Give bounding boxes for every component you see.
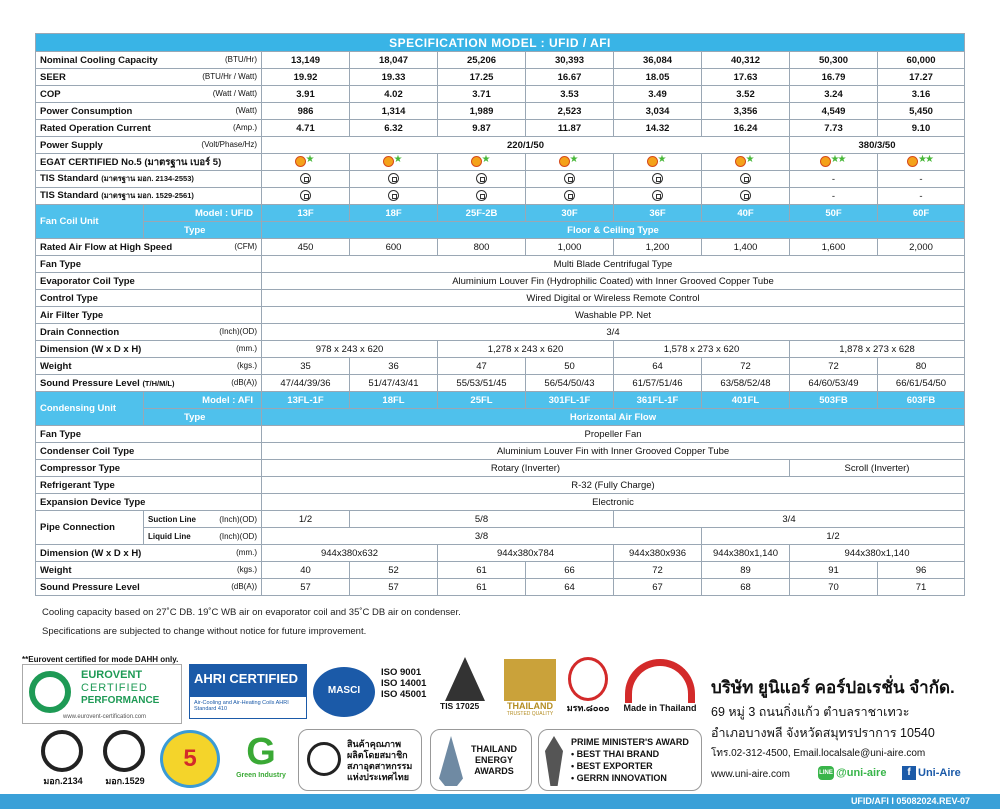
label-capacity: Nominal Cooling Capacity: [40, 54, 158, 66]
row-airflow: Rated Air Flow at High Speed (CFM) 450 600 800 1,000 1,200 1,400 1,600 2,000: [36, 239, 965, 256]
row-pipe-suction: Pipe Connection Suction Line (Inch)(OD) 1/2 5/8 3/4: [36, 511, 965, 528]
tis-mark-icon: [740, 173, 751, 184]
note-cooling-basis: Cooling capacity based on 27˚C DB. 19˚C WB air on evaporator coil and 35˚C DB air on condenser.: [42, 607, 461, 618]
mit-arch-icon: [625, 659, 695, 703]
row-cond-weight: Weight (kgs.) 40 52 61 66 72 89 91 96: [36, 562, 965, 579]
fti-emblem-icon: [307, 742, 341, 776]
green-g-icon: G: [246, 731, 276, 773]
row-fancoil-dimension: Dimension (W x D x H) (mm.) 978 x 243 x 620 1,278 x 243 x 620 1,578 x 273 x 620 1,878 x 273 x 628: [36, 341, 965, 358]
tis-mark-icon: [388, 190, 399, 201]
eurovent-note: **Eurovent certified for mode DAHH only.: [22, 655, 179, 664]
condensing-section-label: Condensing Unit: [36, 392, 144, 426]
row-cond-fan: Fan Type Propeller Fan: [36, 426, 965, 443]
line-icon: LINE: [818, 766, 834, 780]
tis-mark-icon: [564, 190, 575, 201]
made-in-thailand-logo: Made in Thailand: [620, 659, 700, 719]
row-tis-1529: TIS Standard (มาตรฐาน มอก. 1529-2561) - -: [36, 188, 965, 205]
row-control: Control Type Wired Digital or Wireless Remote Control: [36, 290, 965, 307]
fti-quality-badge: สินค้าคุณภาพ ผลิตโดยสมาชิก สภาอุตสาหกรรม แห่งประเทศไทย: [298, 729, 422, 791]
ahri-logo: AHRI CERTIFIED Air-Cooling and Air-Heating Coils AHRI Standard 410: [189, 664, 307, 719]
egat-5-star-icon: ★: [647, 156, 669, 168]
row-tis-2134: TIS Standard (มาตรฐาน มอก. 2134-2553) - -: [36, 171, 965, 188]
fancoil-model-row: Fan Coil Unit Model : UFID 13F 18F 25F-2B 30F 36F 40F 50F 60F: [36, 205, 965, 222]
row-cond-sound: Sound Pressure Level (dB(A)) 57 57 61 64 67 68 70 71: [36, 579, 965, 596]
row-cond-dimension: Dimension (W x D x H) (mm.) 944x380x632 944x380x784 944x380x936 944x380x1,140 944x380x1,140: [36, 545, 965, 562]
row-drain: Drain Connection (Inch)(OD) 3/4: [36, 324, 965, 341]
thailand-energy-awards-badge: THAILAND ENERGY AWARDS: [430, 729, 532, 791]
facebook-icon: f: [902, 766, 916, 780]
green-industry-logo: G Green Industry: [230, 732, 292, 788]
row-expansion: Expansion Device Type Electronic: [36, 494, 965, 511]
row-egat: EGAT CERTIFIED No.5 (มาตรฐาน เบอร์ 5) ★ ★ ★ ★ ★ ★ ★ ★ ★ ★: [36, 154, 965, 171]
company-address-line1: 69 หมู่ 3 ถนนกิ่งแก้ว ตำบลราชาเทวะ: [711, 705, 910, 719]
row-cop: COP (Watt / Watt) 3.91 4.02 3.71 3.53 3.49 3.52 3.24 3.16: [36, 86, 965, 103]
company-name: บริษัท ยูนิแอร์ คอร์ปอเรชั่น จำกัด.: [711, 678, 955, 697]
row-compressor: Compressor Type Rotary (Inverter) Scroll (Inverter): [36, 460, 965, 477]
triangle-icon: [445, 657, 485, 701]
mrt-8000-logo: มรท.๘๐๐๐: [565, 657, 611, 713]
row-refrigerant: Refrigerant Type R-32 (Fully Charge): [36, 477, 965, 494]
row-evap-coil: Evaporator Coil Type Aluminium Louver Fin (Hydrophilic Coated) with Inner Grooved Copper Tube: [36, 273, 965, 290]
note-spec-change: Specifications are subjected to change without notice for future improvement.: [42, 626, 367, 637]
row-fancoil-weight: Weight (kgs.) 35 36 47 50 64 72 72 80: [36, 358, 965, 375]
row-fancoil-sound: Sound Pressure Level (T/H/M/L) (dB(A)) 47/44/39/36 51/47/43/41 55/53/51/45 56/54/50/43 61/57/51/46 63/58/52/48 64/60/53/49 66/61/54/50: [36, 375, 965, 392]
row-fan-type: Fan Type Multi Blade Centrifugal Type: [36, 256, 965, 273]
masci-logo: MASCI: [313, 667, 375, 717]
tis-mark-icon: [300, 190, 311, 201]
tis-mark-icon: [476, 190, 487, 201]
condensing-type-row: Type Horizontal Air Flow: [36, 409, 965, 426]
company-contact[interactable]: โทร.02-312-4500, Email.localsale@uni-aire.com: [711, 748, 926, 759]
tis-standard-icon: [41, 730, 83, 772]
egat-5-star-icon: ★: [383, 156, 405, 168]
tis-mark-icon: [564, 173, 575, 184]
prime-minister-award-badge: PRIME MINISTER'S AWARD • BEST THAI BRAND • BEST EXPORTER • GERRN INNOVATION: [538, 729, 702, 791]
fancoil-section-label: Fan Coil Unit: [36, 205, 144, 239]
spec-table: [35, 33, 965, 596]
row-power-supply: Power Supply (Volt/Phase/Hz) 220/1/50 380/3/50: [36, 137, 965, 154]
trophy-icon: [545, 736, 563, 786]
tis-2134-mark: มอก.2134: [35, 730, 91, 786]
egat-5-star-icon: ★: [471, 156, 493, 168]
trophy-icon: [439, 736, 463, 786]
row-filter: Air Filter Type Washable PP. Net: [36, 307, 965, 324]
mrt-emblem-icon: [568, 657, 608, 701]
row-capacity: Nominal Cooling Capacity (BTU/Hr) 13,149 18,047 25,206 30,393 36,084 40,312 50,300 60,000: [36, 52, 965, 69]
company-website-link[interactable]: www.uni-aire.com: [711, 769, 790, 780]
eurovent-check-icon: [29, 671, 71, 713]
spec-title-row: [36, 34, 965, 52]
facebook-contact[interactable]: f Uni-Aire: [902, 766, 961, 780]
egat-5-two-star-icon: ★ ★: [820, 156, 848, 168]
condensing-model-row: Condensing Unit Model : AFI 13FL-1F 18FL 25FL 301FL-1F 361FL-1F 401FL 503FB 603FB: [36, 392, 965, 409]
thailand-trusted-quality-logo: THAILAND TRUSTED QUALITY: [504, 659, 556, 719]
egat-5-two-star-icon: ★ ★: [907, 156, 935, 168]
row-power: Power Consumption (Watt) 986 1,314 1,989 2,523 3,034 3,356 4,549 5,450: [36, 103, 965, 120]
row-current: Rated Operation Current (Amp.) 4.71 6.32 9.87 11.87 14.32 16.24 7.73 9.10: [36, 120, 965, 137]
tis-mark-icon: [740, 190, 751, 201]
tis-mark-icon: [476, 173, 487, 184]
egat-5-star-icon: ★: [735, 156, 757, 168]
tis-17025-logo: TIS 17025: [440, 657, 490, 712]
egat-5-star-icon: ★: [295, 156, 317, 168]
eurovent-logo: EUROVENT CERTIFIED PERFORMANCE www.eurovent-certification.com: [22, 664, 182, 724]
tis-mark-icon: [652, 190, 663, 201]
tis-standard-icon: [103, 730, 145, 772]
row-pipe-liquid: Liquid Line (Inch)(OD) 3/8 1/2: [36, 528, 965, 545]
row-cond-coil: Condenser Coil Type Aluminium Louver Fin with Inner Grooved Copper Tube: [36, 443, 965, 460]
row-seer: SEER (BTU/Hr / Watt) 19.92 19.33 17.25 16.67 18.05 17.63 16.79 17.27: [36, 69, 965, 86]
line-contact[interactable]: LINE @uni-aire: [819, 766, 887, 779]
tis-mark-icon: [652, 173, 663, 184]
company-address-line2: อำเภอบางพลี จังหวัดสมุทรปราการ 10540: [711, 726, 935, 740]
tis-mark-icon: [300, 173, 311, 184]
spec-title: SPECIFICATION MODEL : UFID / AFI: [36, 34, 965, 52]
egat-5-star-icon: ★: [559, 156, 581, 168]
thailand-t-icon: [504, 659, 556, 701]
fancoil-type-row: Type Floor & Ceiling Type: [36, 222, 965, 239]
iso-list: ISO 9001 ISO 14001 ISO 45001: [381, 667, 427, 700]
tis-mark-icon: [388, 173, 399, 184]
tis-1529-mark: มอก.1529: [97, 730, 153, 786]
footer-doc-code: UFID/AFI I 05082024.REV-07: [0, 794, 1000, 809]
egat-label-5-icon: 5: [160, 730, 220, 788]
